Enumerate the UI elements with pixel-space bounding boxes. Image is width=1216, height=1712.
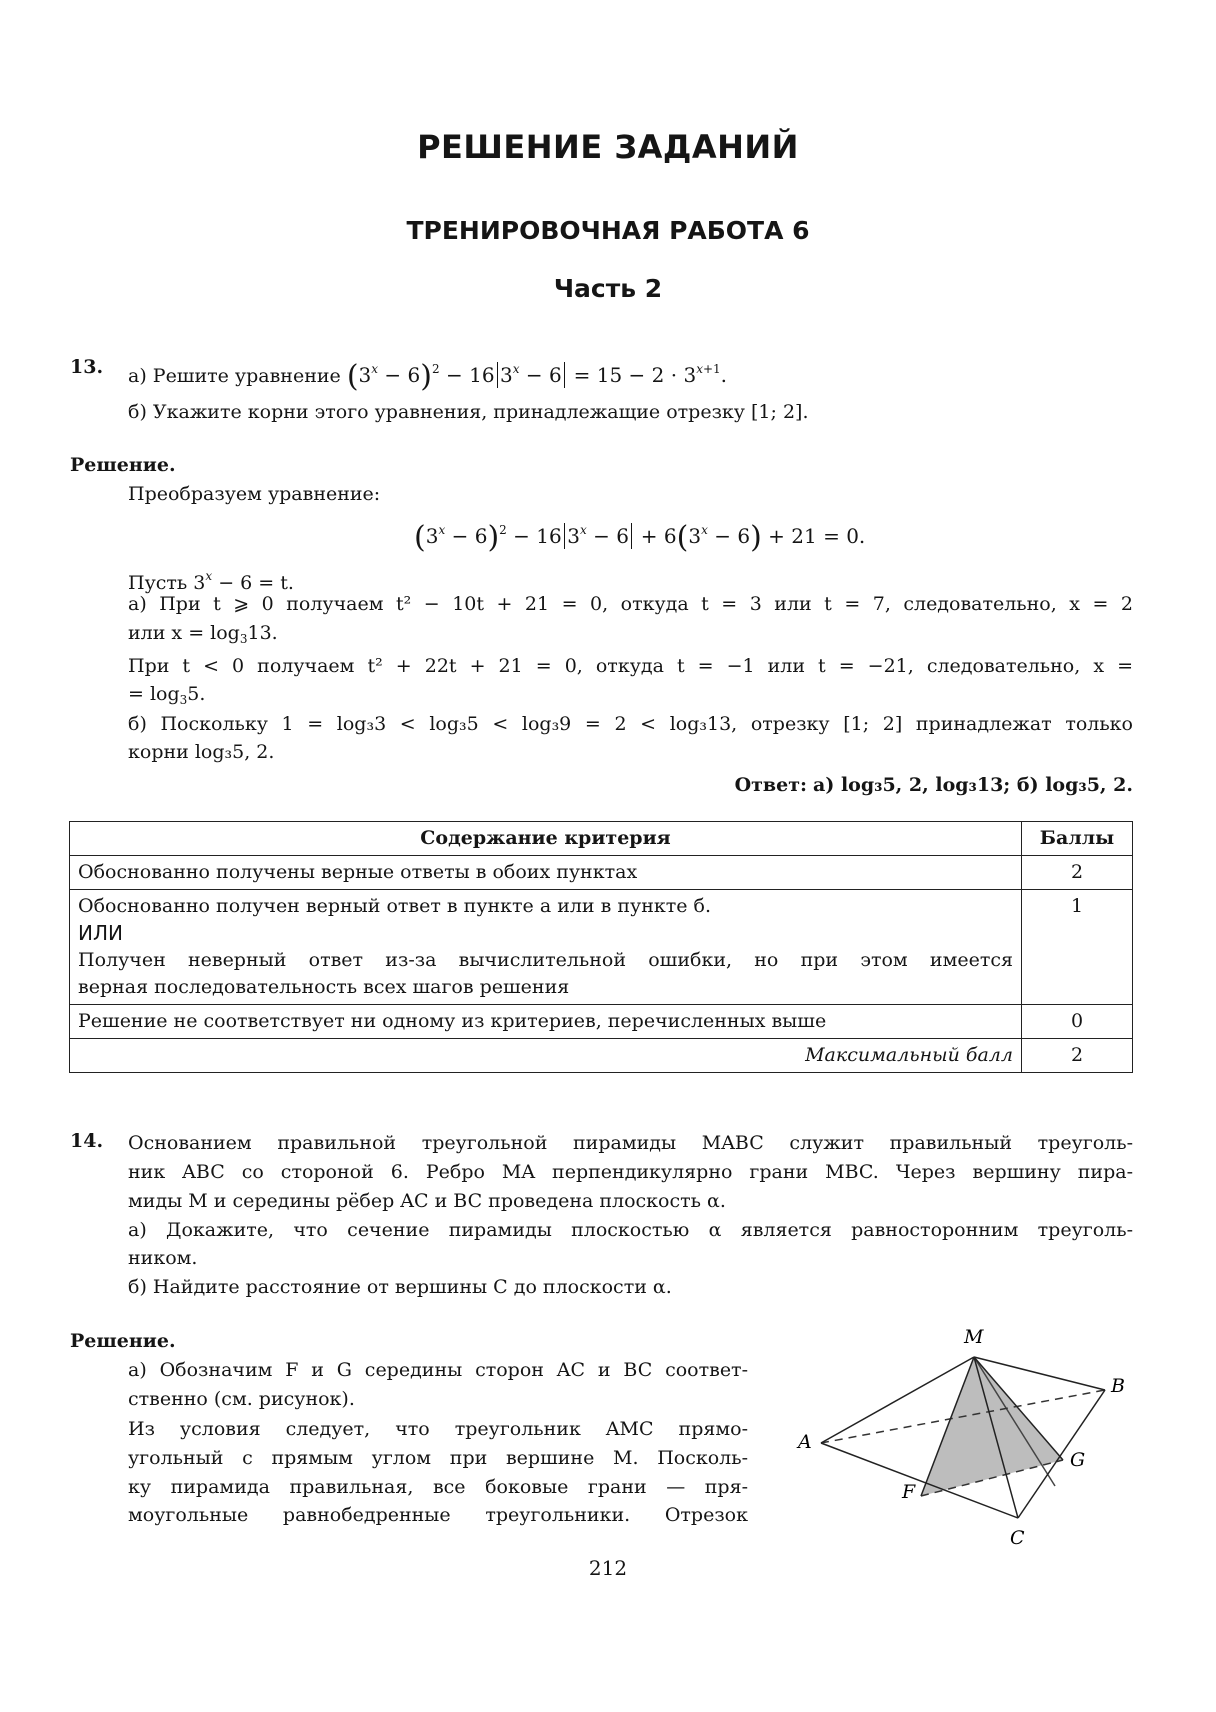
task-13-line-a2: или $x = \log_313$. [128, 622, 278, 646]
task-14-cond-6: б) Найдите расстояние от вершины C до плоскости α. [128, 1276, 672, 1298]
criteria-row2-or: ИЛИ [78, 921, 123, 945]
table-row [70, 1005, 1133, 1039]
label-m: M [964, 1326, 984, 1348]
task-13-answer: Ответ: а) log₃5, 2, log₃13; б) log₃5, 2. [734, 774, 1133, 796]
criteria-row2-line1: Обоснованно получен верный ответ в пункте а или в пункте б. [78, 895, 712, 917]
task-14-solution-label: Решение. [70, 1330, 176, 1352]
task-14-sol-6: моугольные равнобедренные треугольники. Отрезок [128, 1504, 748, 1526]
task-14-sol-1: а) Обозначим F и G середины сторон AC и BC соответ- [128, 1359, 748, 1381]
criteria-table [69, 821, 1133, 1073]
criteria-row3-text: Решение не соответствует ни одному из критериев, перечисленных выше [70, 1005, 1022, 1039]
task-14-sol-3: Из условия следует, что треугольник AMC прямо- [128, 1418, 748, 1440]
criteria-row2-points: 1 [1022, 890, 1133, 1005]
criteria-row3-points: 0 [1022, 1005, 1133, 1039]
criteria-row2-line2: Получен неверный ответ из-за вычислительной ошибки, но при этом имеется [78, 949, 1013, 971]
label-f: F [902, 1481, 916, 1503]
task-13-line-c1: При t < 0 получаем t² + 22t + 21 = 0, откуда t = −1 или t = −21, следовательно, x = [128, 655, 1133, 677]
criteria-header-points: Баллы [1022, 822, 1133, 856]
label-a: A [798, 1431, 812, 1453]
label-c: C [1010, 1527, 1025, 1549]
task-13-transformed-equation: $(3^x - 6)^2 - 16$ $3^x - 6 + 6(3^x - 6) + 21 = 0$. [414, 520, 866, 555]
criteria-row1-points: 2 [1022, 856, 1133, 890]
task-13-transform-text: Преобразуем уравнение: [128, 483, 381, 505]
task-13-equation: $(3^x - 6)^2 - 16$ $3^x - 6 = 15 - 2 \cdot 3^{x+1}$. [346, 359, 728, 394]
page-number: 212 [588, 1556, 628, 1580]
task-13-part-a [128, 356, 728, 394]
work-title: ТРЕНИРОВОЧНАЯ РАБОТА 6 [406, 216, 810, 245]
page-title: РЕШЕНИЕ ЗАДАНИЙ [417, 128, 799, 166]
task-14-sol-4: угольный с прямым углом при вершине M. Посколь- [128, 1447, 748, 1469]
task-14-cond-4: а) Докажите, что сечение пирамиды плоскостью α является равносторонним треуголь- [128, 1219, 1133, 1241]
task-14-sol-2: ственно (см. рисунок). [128, 1388, 355, 1410]
task-13-part-b: б) Укажите корни этого уравнения, принадлежащие отрезку [1; 2]. [128, 401, 809, 423]
table-row [70, 856, 1133, 890]
task-13-line-b1: б) Поскольку 1 = log₃3 < log₃5 < log₃9 = 2 < log₃13, отрезку [1; 2] принадлежат только [128, 713, 1133, 735]
task-13-line-b2: корни log₃5, 2. [128, 741, 275, 763]
task-13-solution-label: Решение. [70, 454, 176, 476]
criteria-row2-line3: верная последовательность всех шагов решения [78, 976, 570, 998]
label-g: G [1070, 1449, 1086, 1471]
task-14-cond-5: ником. [128, 1247, 198, 1269]
criteria-header-content: Содержание критерия [70, 822, 1022, 856]
task-14-cond-1: Основанием правильной треугольной пирамиды MABC служит правильный треуголь- [128, 1132, 1133, 1154]
task-13-substitution: Пусть $3^x - 6 = t$. [128, 569, 294, 594]
task-14-number: 14. [70, 1130, 104, 1152]
label-b: B [1111, 1375, 1125, 1397]
criteria-row2-text [70, 890, 1022, 1005]
task-13-line-a1: а) При t ⩾ 0 получаем t² − 10t + 21 = 0, откуда t = 3 или t = 7, следовательно, x = 2 [128, 593, 1133, 615]
part-title: Часть 2 [553, 274, 663, 303]
table-row [70, 1039, 1133, 1073]
task-13-number: 13. [70, 356, 104, 378]
criteria-max-points: 2 [1022, 1039, 1133, 1073]
table-header-row [70, 822, 1133, 856]
pyramid-figure [780, 1320, 1140, 1550]
task-13-a-label: а) Решите уравнение [128, 365, 341, 387]
task-14-cond-3: миды M и середины рёбер AC и BC проведена плоскость α. [128, 1190, 726, 1212]
criteria-row1-text: Обоснованно получены верные ответы в обоих пунктах [70, 856, 1022, 890]
task-13-line-c2: = $\log_35$. [128, 683, 206, 707]
task-14-cond-2: ник ABC со стороной 6. Ребро MA перпендикулярно грани MBC. Через вершину пира- [128, 1161, 1133, 1183]
table-row [70, 890, 1133, 1005]
task-14-sol-5: ку пирамида правильная, все боковые грани — пря- [128, 1476, 748, 1498]
criteria-max-label: Максимальный балл [70, 1039, 1022, 1073]
